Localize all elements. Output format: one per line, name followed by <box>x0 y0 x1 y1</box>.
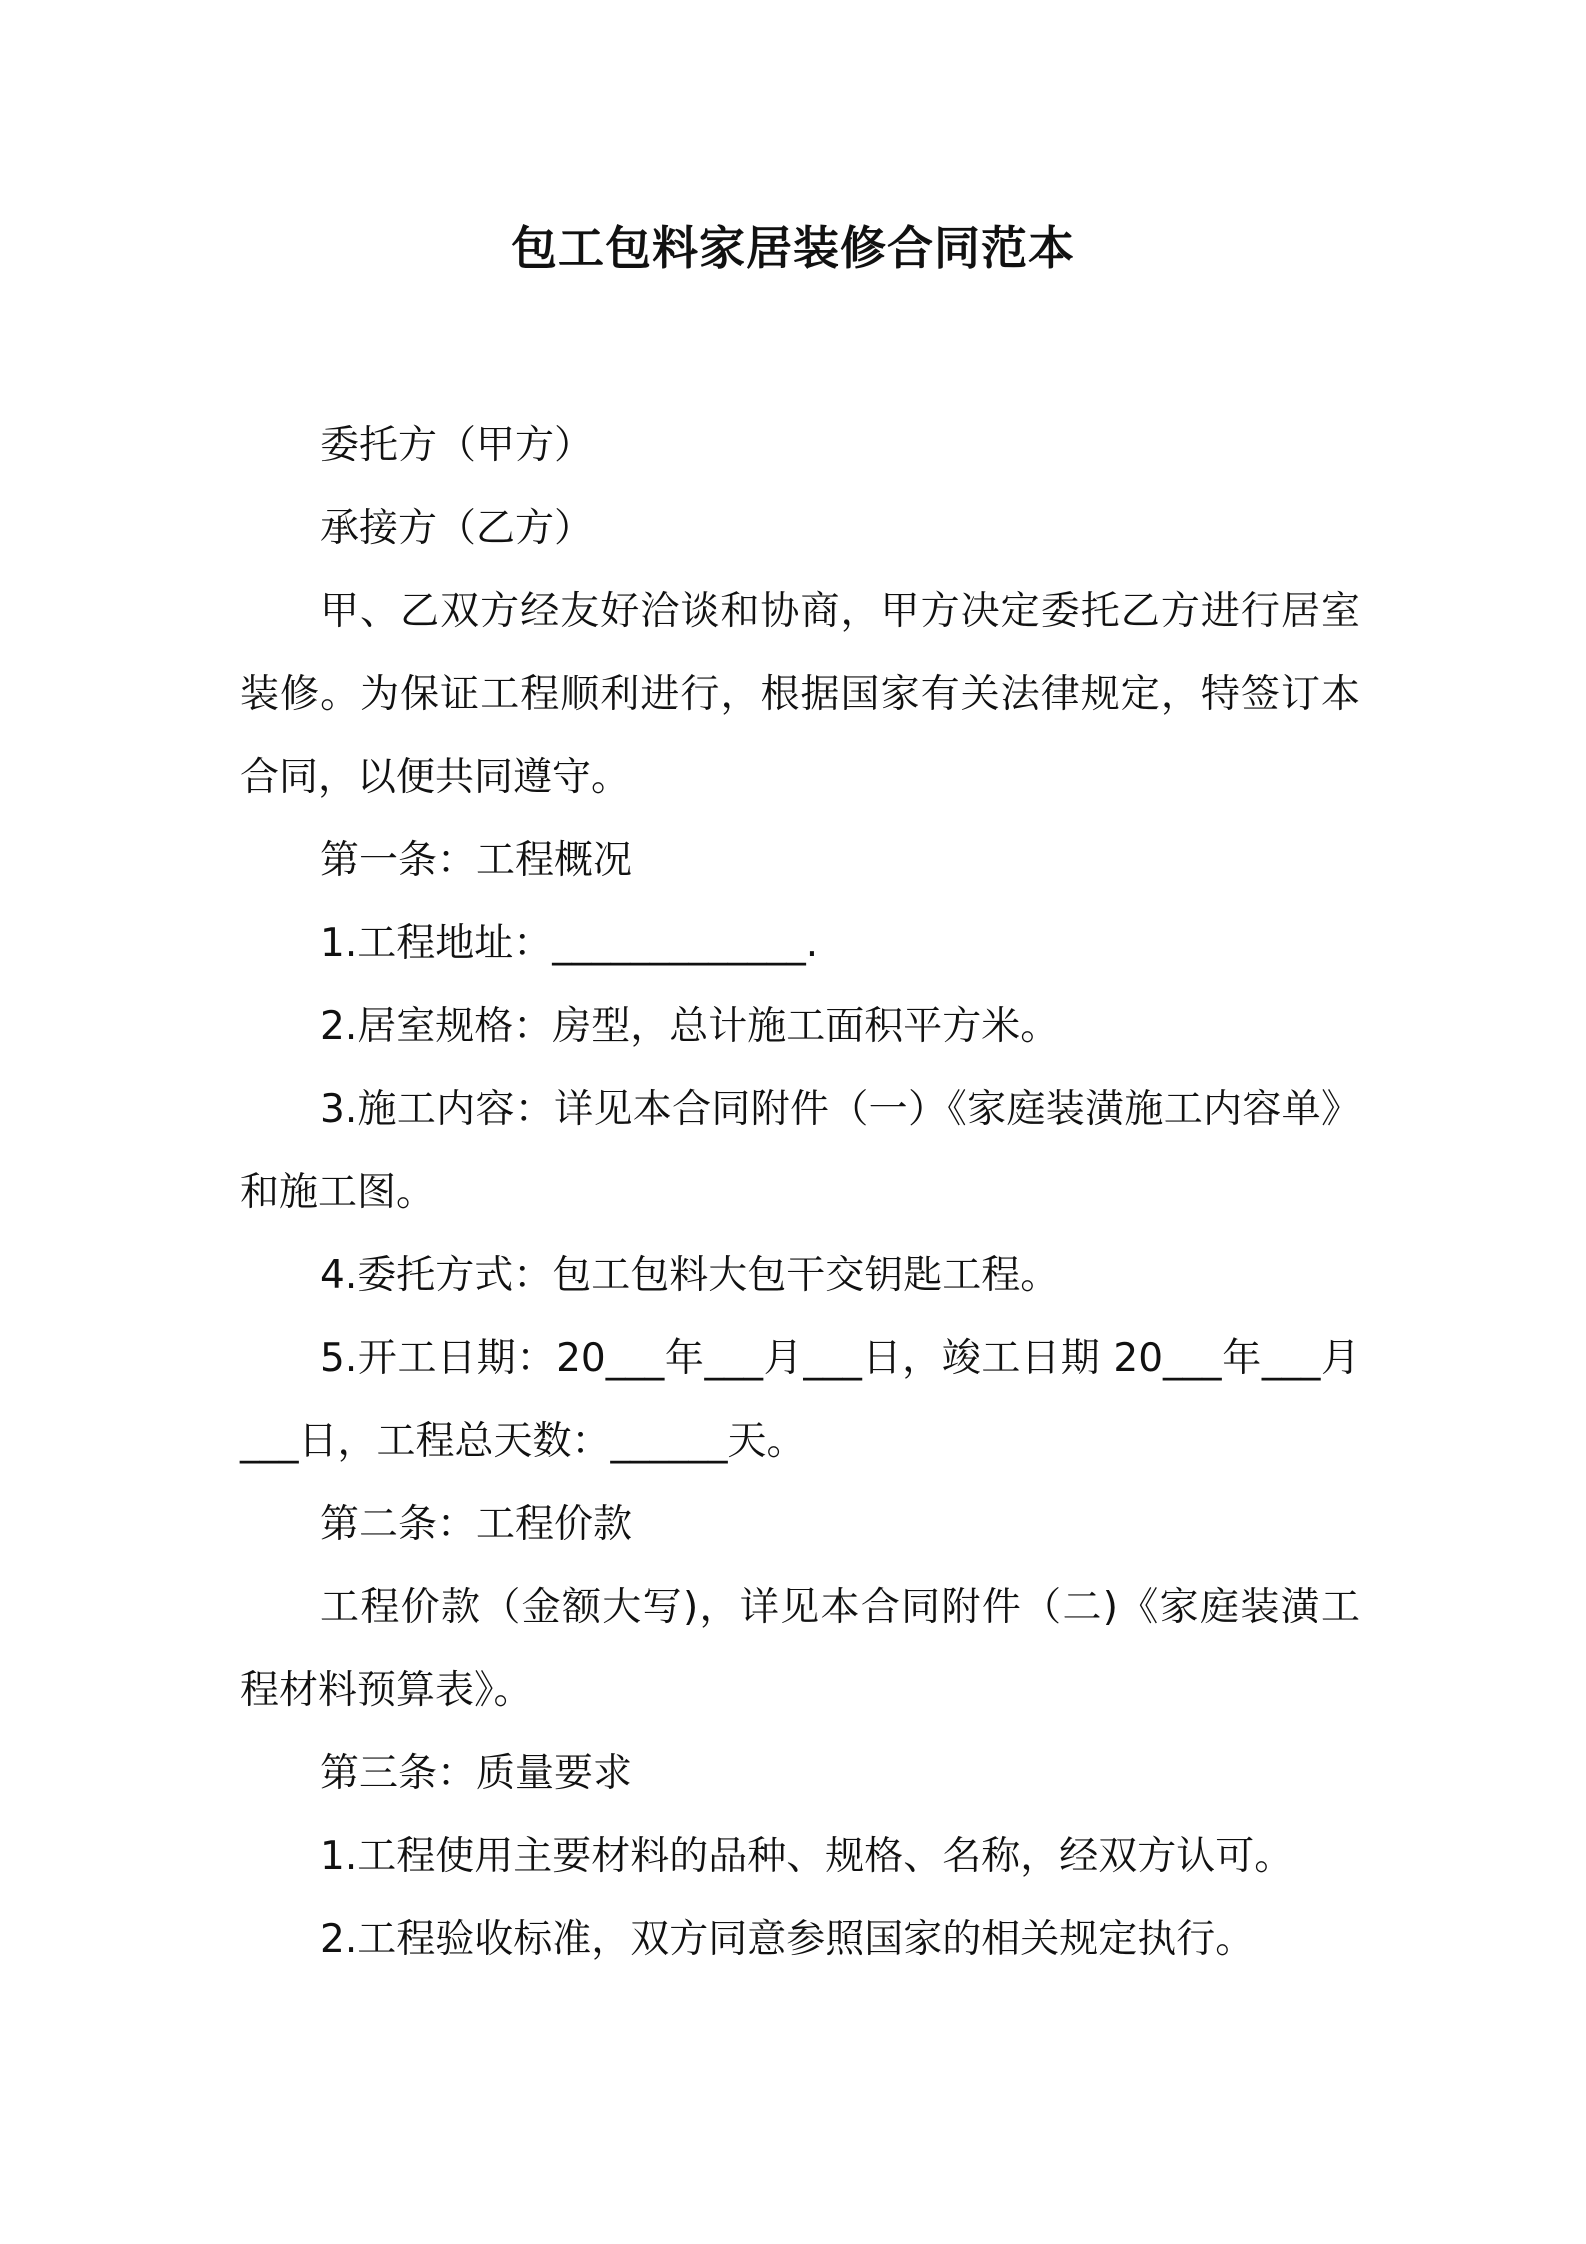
article-2-paragraph: 工程价款（金额大写)，详见本合同附件（二)《家庭装潢工程材料预算表》。 <box>240 1585 1360 1713</box>
article-3-item-1: 1.工程使用主要材料的品种、规格、名称，经双方认可。 <box>320 1834 1294 1879</box>
article-1-item-2: 2.居室规格：房型，总计施工面积平方米。 <box>320 1004 1060 1049</box>
party-b-line: 承接方（乙方） <box>320 506 594 551</box>
article-3-heading: 第三条：质量要求 <box>320 1751 633 1796</box>
article-1-item-5: 5.开工日期：20___年___月___日，竣工日期 20___年___月___日，工程总天数：______天。 <box>240 1336 1360 1464</box>
document-body <box>240 404 1360 1981</box>
article-1-heading: 第一条：工程概况 <box>320 838 633 883</box>
preamble-paragraph: 甲、乙双方经友好洽谈和协商，甲方决定委托乙方进行居室装修。为保证工程顺利进行，根据国家有关法律规定，特签订本合同，以便共同遵守。 <box>240 589 1360 800</box>
article-1-item-4: 4.委托方式：包工包料大包干交钥匙工程。 <box>320 1253 1060 1298</box>
party-a-line: 委托方（甲方） <box>320 423 594 468</box>
article-3-item-2: 2.工程验收标准，双方同意参照国家的相关规定执行。 <box>320 1917 1255 1962</box>
article-1-item-3: 3.施工内容：详见本合同附件（一）《家庭装潢施工内容单》和施工图。 <box>240 1087 1360 1215</box>
article-1-item-1: 1.工程地址：_____________. <box>320 921 819 966</box>
document-title: 包工包料家居装修合同范本 <box>511 221 1075 275</box>
article-2-heading: 第二条：工程价款 <box>320 1502 633 1547</box>
